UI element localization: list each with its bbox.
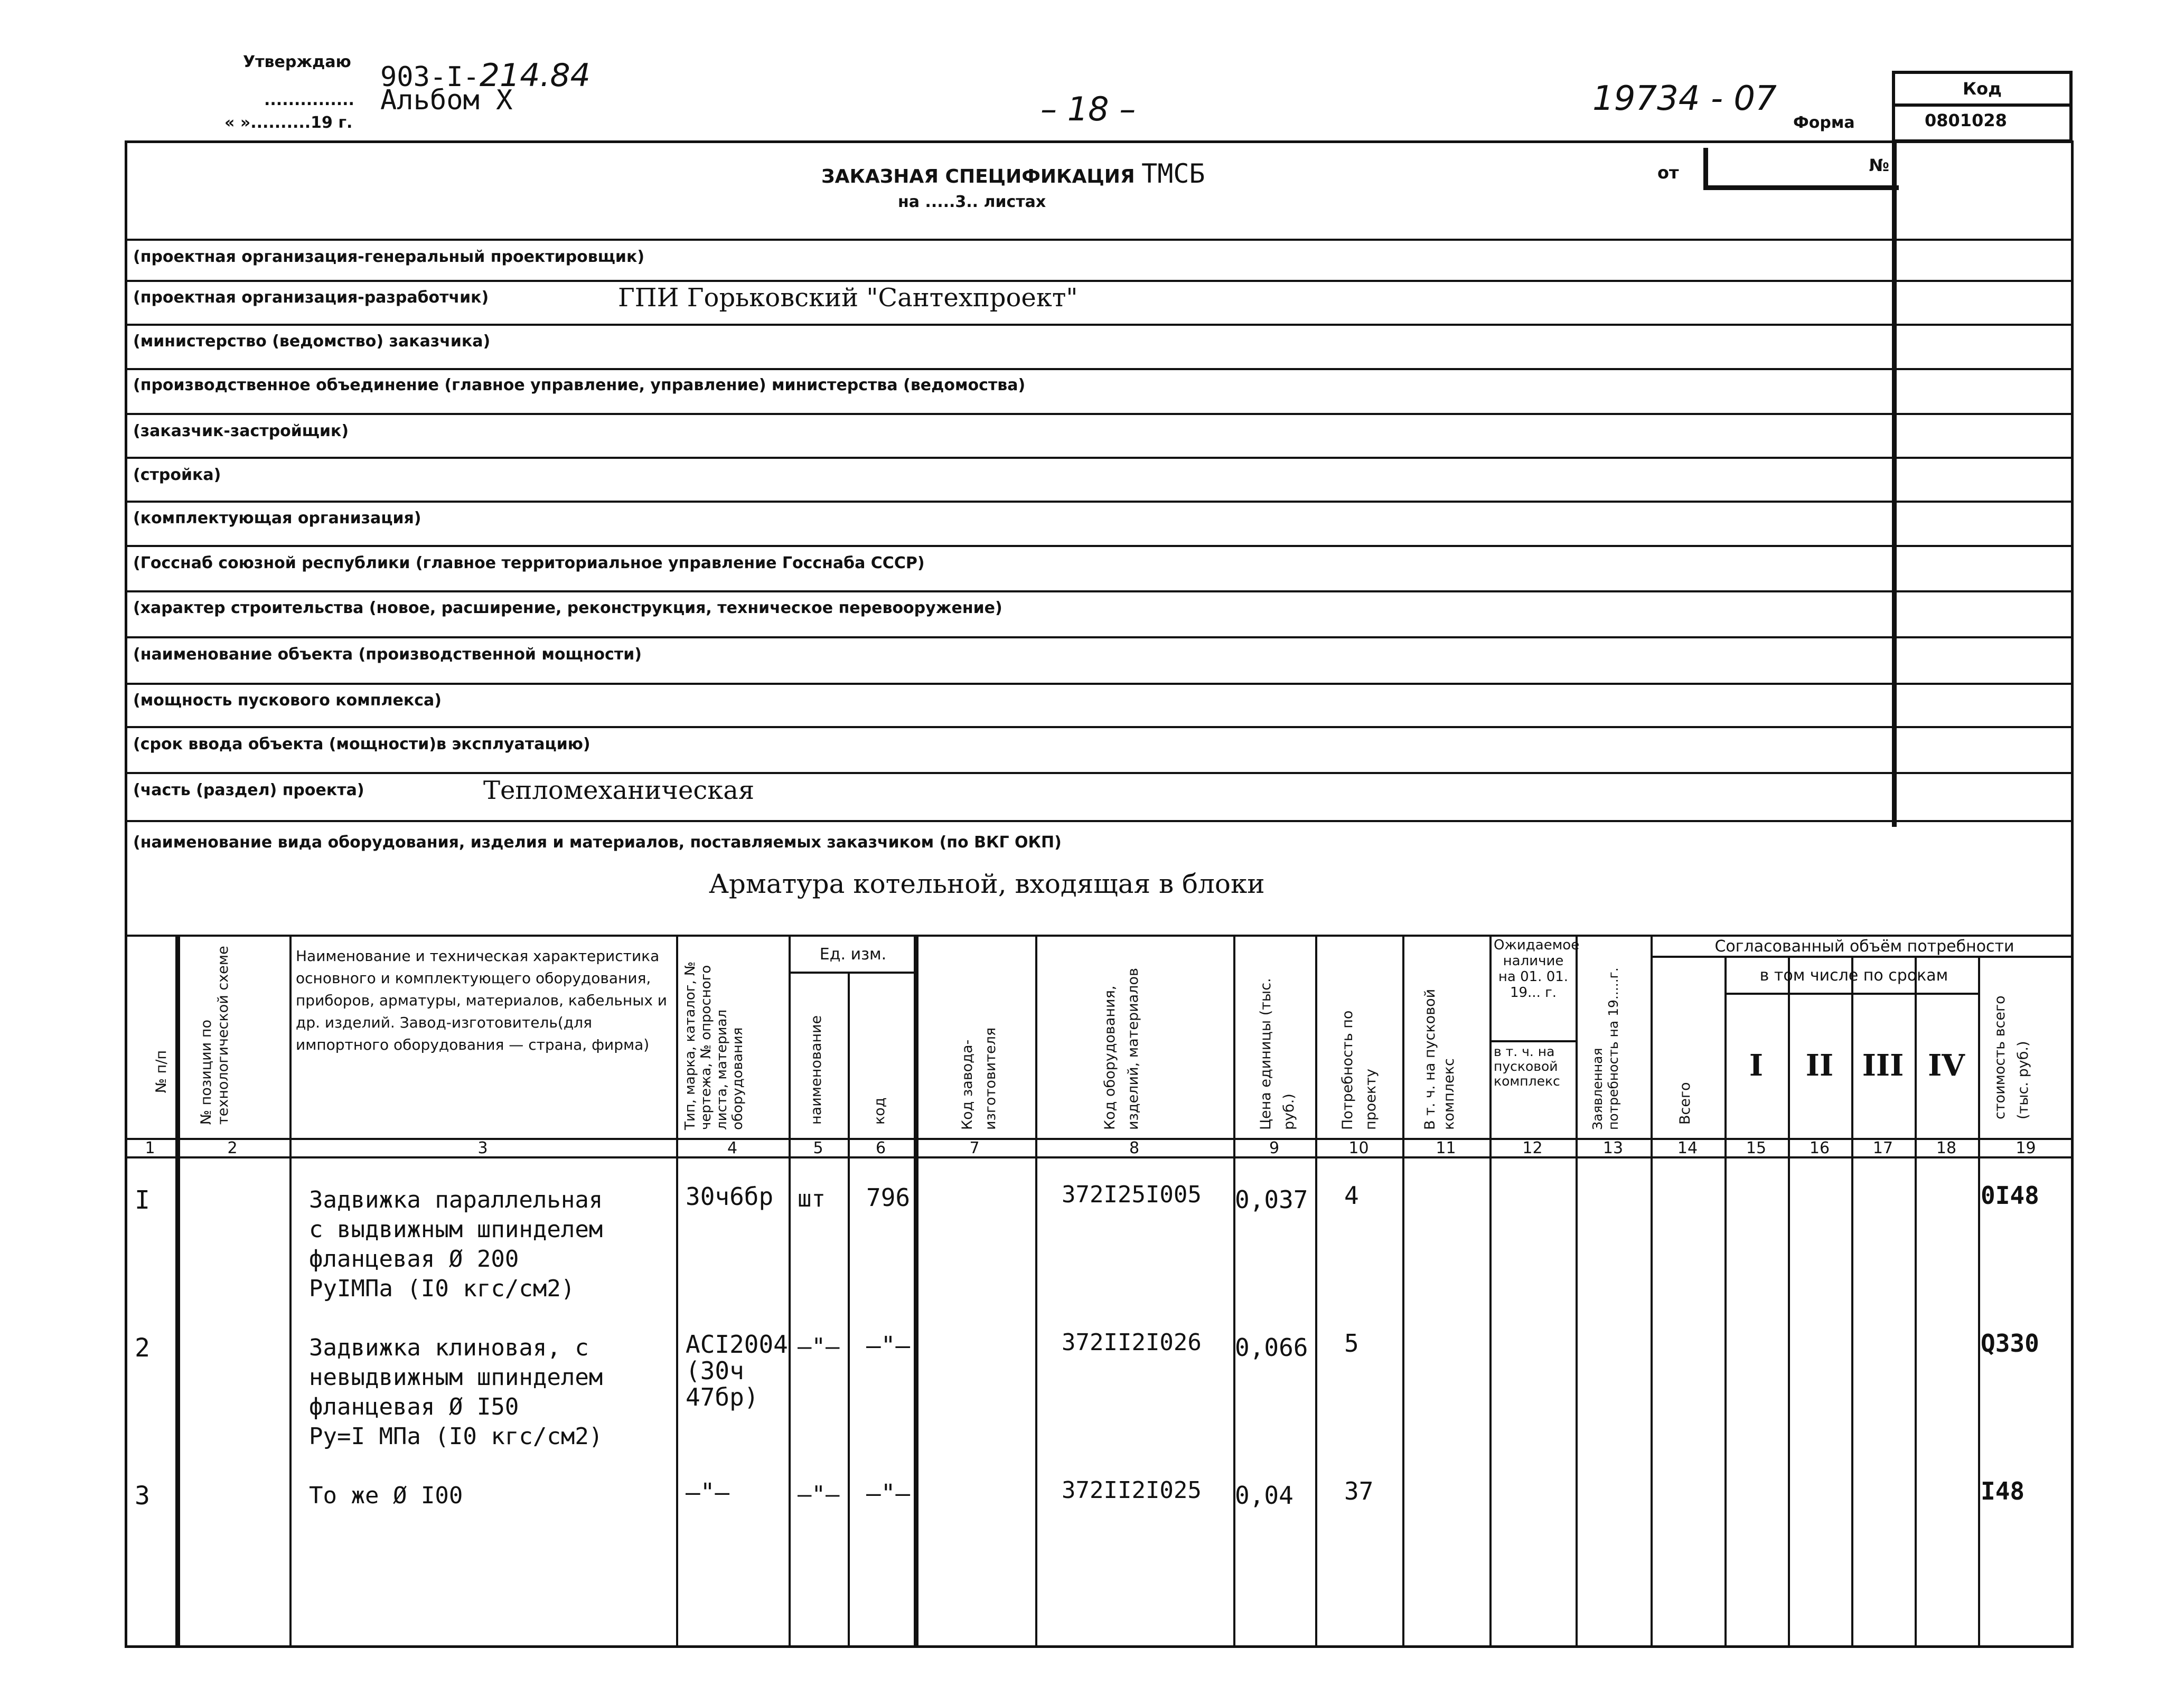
album-label: Альбом X	[380, 84, 513, 116]
column-number: 9	[1269, 1139, 1280, 1157]
approve-date: « »..........19 г.	[224, 114, 353, 132]
col-header-1: № п/п	[153, 1050, 170, 1093]
column-number: 4	[727, 1139, 738, 1157]
col-divider	[1315, 935, 1317, 1648]
col-divider	[1978, 956, 1980, 1648]
field-divider	[125, 239, 2074, 241]
column-number: 19	[2016, 1139, 2036, 1157]
col-header-8: Код оборудования, изделий, материалов	[1102, 968, 1141, 1130]
doc-number: 19734 - 07	[1592, 79, 1777, 118]
row-unit-code: –"–	[866, 1479, 911, 1507]
field-divider	[125, 726, 2074, 728]
unit-group-line	[789, 972, 914, 974]
ot-label: от	[1657, 163, 1679, 183]
approve-dots: ...............	[264, 91, 354, 109]
column-number: 13	[1602, 1139, 1624, 1157]
column-number: 11	[1436, 1139, 1456, 1157]
row-unit: –"–	[798, 1481, 840, 1508]
field-divider	[125, 457, 2074, 459]
row-cost: 0I48	[1981, 1181, 2039, 1210]
column-number: 2	[227, 1139, 238, 1157]
field-value[interactable]: ГПИ Горьковский "Сантехпроект"	[618, 283, 1078, 313]
col-header-terms-group: в том числе по срокам	[1759, 966, 1948, 985]
form-title-main: ЗАКАЗНАЯ СПЕЦИФИКАЦИЯ	[821, 166, 1135, 187]
field-divider	[125, 280, 2074, 282]
equipment-type-label: (наименование вида оборудования, изделия и материалов, поставляемых заказчиком (по ВКГ ОКП)	[133, 833, 1062, 852]
project-number-print: 903-I-	[380, 61, 480, 93]
sheets-count: на .....3.. листах	[898, 193, 1046, 211]
field-label: (министерство (ведомство) заказчика)	[133, 332, 491, 351]
row-cost: I48	[1981, 1477, 2025, 1505]
field-divider	[125, 545, 2074, 547]
row-type: –"–	[686, 1478, 730, 1506]
col-header-13: Заявленная потребность на 19.....г.	[1590, 967, 1621, 1130]
field-label: (срок ввода объекта (мощности)в эксплуатацию)	[133, 735, 590, 753]
column-number: 14	[1677, 1139, 1698, 1157]
col-divider	[289, 935, 292, 1648]
col-divider	[789, 935, 791, 1648]
field-divider	[125, 324, 2074, 326]
row-unit: –"–	[798, 1333, 840, 1360]
col-header-10: Потребность по проекту	[1339, 1010, 1379, 1130]
code-value: 0801028	[1892, 103, 2073, 143]
column-number: 16	[1809, 1139, 1830, 1157]
row-description: То же Ø I00	[309, 1482, 463, 1509]
code-column-divider	[1892, 140, 1897, 827]
col-header-7: Код завода-изготовителя	[959, 1027, 999, 1130]
field-label: (часть (раздел) проекта)	[133, 781, 364, 799]
row-unit-code: –"–	[866, 1331, 911, 1360]
row-cost: Q330	[1981, 1329, 2039, 1358]
field-divider	[125, 368, 2074, 370]
row-need: 5	[1344, 1329, 1359, 1358]
field-label: (наименование объекта (производственной мощности)	[133, 645, 642, 664]
row-unit-code: 796	[866, 1183, 911, 1212]
field-divider	[125, 413, 2074, 415]
row-description: Задвижка параллельная с выдвижным шпинделем фланцевая Ø 200 РуIМПа (I0 кгс/см2)	[309, 1186, 603, 1302]
column-number: 12	[1522, 1139, 1543, 1157]
column-number: 8	[1129, 1139, 1140, 1157]
col-divider	[914, 935, 918, 1648]
col-header-14: Всего	[1677, 1082, 1693, 1125]
column-number: 15	[1746, 1139, 1767, 1157]
field-divider	[125, 501, 2074, 503]
row-equipment-code: 372II2I025	[1062, 1477, 1202, 1504]
col-header-17: III	[1862, 1048, 1904, 1083]
column-number: 10	[1348, 1139, 1369, 1157]
row-price: 0,037	[1235, 1185, 1308, 1214]
col-header-15: I	[1749, 1048, 1764, 1083]
col-divider	[1035, 935, 1037, 1648]
row-number: 3	[135, 1481, 150, 1511]
field-label: (заказчик-застройщик)	[133, 422, 349, 440]
field-divider	[125, 683, 2074, 685]
page-number: – 18 –	[1041, 90, 1136, 128]
expected-sub-line	[1489, 1040, 1576, 1042]
row-description: Задвижка клиновая, с невыдвижным шпинделем фланцевая Ø I50 Ру=I МПа (I0 кгс/см2)	[309, 1334, 603, 1450]
field-label: (проектная организация-генеральный проектировщик)	[133, 248, 645, 266]
column-number: 1	[145, 1139, 155, 1157]
column-number: 3	[477, 1139, 488, 1157]
field-label: (стройка)	[133, 466, 221, 484]
column-number: 6	[875, 1139, 886, 1157]
col-header-19: стоимость всего (тыс. руб.)	[1992, 995, 2031, 1119]
field-label: (мощность пускового комплекса)	[133, 691, 442, 710]
col-divider	[1233, 935, 1235, 1648]
col-header-unit-group: Ед. изм.	[819, 945, 887, 964]
divider	[125, 820, 2074, 822]
column-number: 7	[969, 1139, 980, 1157]
col-header-3: Наименование и техническая характеристика основного и комплектующего оборудования, приборов, арматуры, материалов, кабельных и др. изделий. Завод-изготовитель(для импортного оборудования — страна, фирма)	[296, 947, 667, 1053]
table-top-border	[125, 935, 2074, 937]
column-number: 17	[1872, 1139, 1894, 1157]
agreed-group-line	[1651, 956, 2074, 958]
col-header-agreed-group: Согласованный объём потребности	[1714, 937, 2014, 956]
col-header-9: Цена единицы (тыс. руб.)	[1258, 978, 1297, 1130]
row-type: 30ч6бр	[686, 1182, 774, 1211]
equipment-type-value: Арматура котельной, входящая в блоки	[709, 869, 1265, 899]
col-divider	[1576, 935, 1578, 1648]
row-need: 4	[1344, 1181, 1359, 1210]
forma-label: Форма	[1793, 114, 1855, 132]
field-label: (комплектующая организация)	[133, 509, 421, 527]
row-price: 0,066	[1235, 1333, 1308, 1362]
field-label: (проектная организация-разработчик)	[133, 288, 489, 307]
form-title-tmsb: ТМСБ	[1141, 158, 1205, 189]
form-title	[821, 158, 1205, 189]
no-label: №	[1869, 155, 1889, 175]
row-price: 0,04	[1235, 1481, 1293, 1510]
col-header-6: код	[871, 1097, 888, 1125]
approve-label: Утверждаю	[243, 53, 351, 71]
field-label: (характер строительства (новое, расширение, реконструкция, техническое перевооружение)	[133, 599, 1002, 617]
col-header-2: № позиции по технологической схеме	[198, 946, 231, 1125]
date-number-box	[1703, 148, 1899, 190]
field-divider	[125, 636, 2074, 638]
field-label: (производственное объединение (главное управление, управление) министерства (ведомоства)	[133, 376, 1026, 394]
row-number: 2	[135, 1333, 150, 1363]
col-header-5: наименование	[808, 1015, 824, 1125]
col-header-11: В т. ч. на пусковой комплекс	[1422, 988, 1457, 1130]
row-need: 37	[1344, 1477, 1374, 1505]
col-divider	[848, 972, 850, 1648]
col-divider	[1402, 935, 1404, 1648]
column-number: 18	[1936, 1139, 1957, 1157]
col-header-18: IV	[1928, 1048, 1965, 1083]
col-header-12: Ожидаемое наличие на 01. 01. 19... г.	[1494, 937, 1580, 1001]
column-number: 5	[813, 1139, 823, 1157]
col-divider	[1651, 935, 1653, 1648]
field-value[interactable]: Тепломеханическая	[483, 776, 755, 805]
project-number-handwritten: 214.84	[479, 57, 590, 94]
field-divider	[125, 590, 2074, 592]
field-divider	[125, 772, 2074, 774]
col-header-4: Тип, марка, каталог, № чертежа, № опросного листа, материал оборудования	[682, 962, 746, 1130]
row-equipment-code: 372I25I005	[1062, 1181, 1202, 1208]
row-type: АСI2004 (30ч 47бр)	[686, 1330, 788, 1411]
col-divider	[676, 935, 678, 1648]
row-number: I	[135, 1185, 150, 1215]
terms-group-line	[1724, 993, 1978, 995]
col-divider	[175, 935, 180, 1648]
col-header-16: II	[1805, 1048, 1834, 1083]
row-equipment-code: 372II2I026	[1062, 1329, 1202, 1356]
col-header-12b: в т. ч. на пусковой комплекс	[1494, 1044, 1560, 1089]
field-label: (Госснаб союзной республики (главное территориальное управление Госснаба СССР)	[133, 554, 925, 572]
code-header: Код	[1892, 71, 2073, 107]
row-unit: шт	[798, 1185, 826, 1212]
